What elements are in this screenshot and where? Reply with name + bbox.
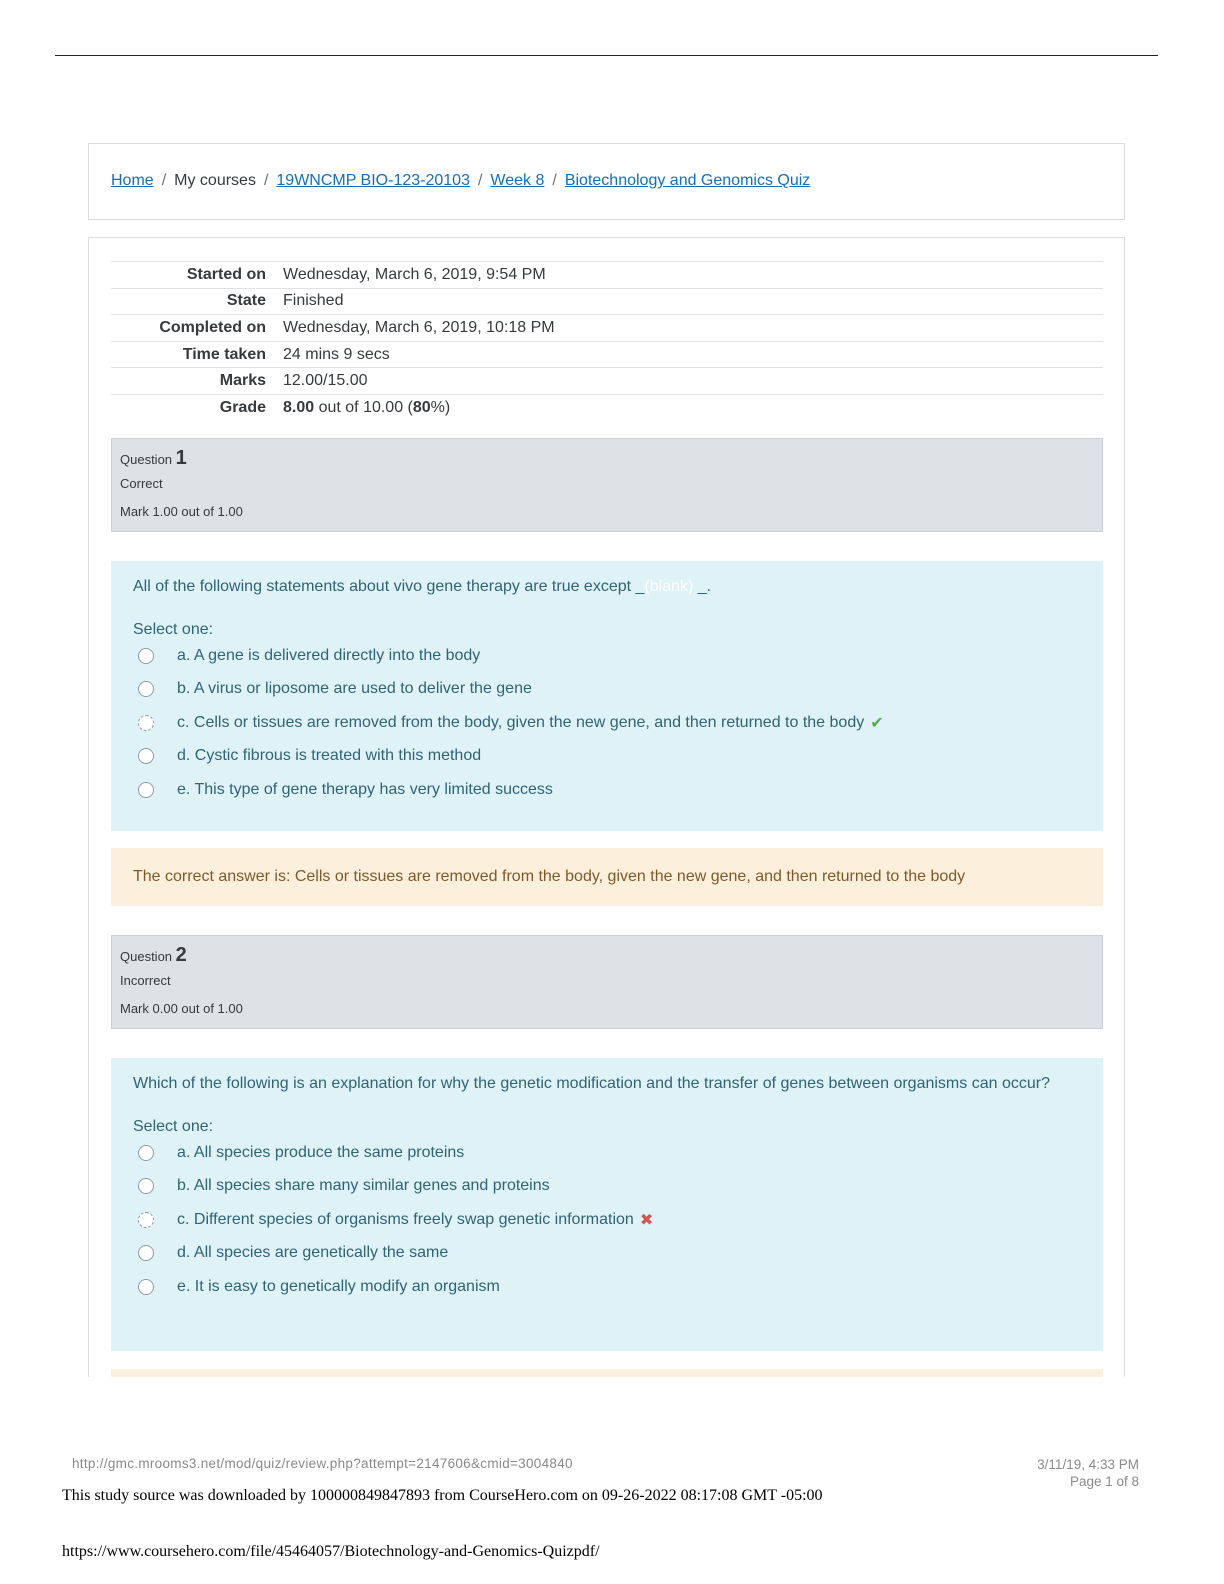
answer-option-e[interactable] bbox=[133, 1270, 1081, 1304]
answer-option-a[interactable] bbox=[133, 639, 1081, 673]
breadcrumb-separator: / bbox=[552, 172, 557, 189]
summary-row-state bbox=[111, 288, 1103, 315]
answer-option-c[interactable] bbox=[133, 706, 1081, 740]
answer-label: c. Cells or tissues are removed from the body, given the new gene, and then returned to the body bbox=[177, 713, 865, 731]
select-one-prompt: Select one: bbox=[133, 1118, 214, 1135]
radio-button[interactable] bbox=[138, 648, 154, 664]
breadcrumb-course-link[interactable]: 19WNCMP BIO-123-20103 bbox=[276, 172, 470, 189]
breadcrumb-home-link[interactable]: Home bbox=[111, 172, 154, 189]
print-footer-datetime: 3/11/19, 4:33 PM bbox=[1037, 1457, 1139, 1472]
question-label: Question bbox=[120, 949, 173, 964]
quiz-review-panel bbox=[88, 237, 1125, 1377]
summary-label: Time taken bbox=[182, 345, 266, 363]
radio-button[interactable] bbox=[138, 681, 154, 697]
summary-value: Wednesday, March 6, 2019, 10:18 PM bbox=[283, 318, 555, 336]
question-number-value: 1 bbox=[175, 447, 187, 469]
question-label: Question bbox=[120, 452, 173, 467]
summary-label: Marks bbox=[219, 372, 266, 390]
summary-value: Wednesday, March 6, 2019, 9:54 PM bbox=[283, 265, 546, 283]
check-icon: ✔ bbox=[870, 714, 884, 732]
answer-option-b[interactable] bbox=[133, 673, 1081, 707]
summary-row-started bbox=[111, 261, 1103, 288]
summary-value: 24 mins 9 secs bbox=[283, 345, 390, 363]
question-mark: Mark 0.00 out of 1.00 bbox=[120, 1001, 243, 1016]
radio-button[interactable] bbox=[138, 1245, 154, 1261]
question-number bbox=[120, 447, 1094, 470]
breadcrumb-separator: / bbox=[477, 172, 483, 189]
question-text-before: All of the following statements about vivo gene therapy are true except _ bbox=[133, 578, 645, 595]
answer-label: c. Different species of organisms freely swap genetic information bbox=[177, 1210, 634, 1228]
radio-button[interactable] bbox=[138, 1178, 154, 1194]
breadcrumb-quiz-link[interactable]: Biotechnology and Genomics Quiz bbox=[564, 172, 811, 189]
attempt-summary-table bbox=[111, 261, 1103, 421]
question-2-info bbox=[111, 935, 1103, 1029]
question-1-info bbox=[111, 438, 1103, 532]
question-1-formulation bbox=[111, 561, 1103, 831]
answer-option-b[interactable] bbox=[133, 1170, 1081, 1204]
answer-label: d. Cystic fibrous is treated with this method bbox=[177, 747, 482, 765]
print-footer-page: Page 1 of 8 bbox=[1069, 1474, 1139, 1489]
radio-button-selected[interactable] bbox=[138, 715, 154, 731]
answer-label: b. A virus or liposome are used to deliver the gene bbox=[177, 680, 532, 698]
question-blank: (blank) bbox=[644, 578, 694, 595]
summary-row-marks bbox=[111, 367, 1103, 394]
summary-label: Grade bbox=[219, 398, 266, 416]
question-mark: Mark 1.00 out of 1.00 bbox=[120, 504, 243, 519]
top-rule bbox=[55, 55, 1158, 56]
radio-button[interactable] bbox=[138, 1279, 154, 1295]
cross-icon: ✖ bbox=[639, 1211, 654, 1229]
answer-option-e[interactable] bbox=[133, 773, 1081, 807]
breadcrumb-bar bbox=[88, 143, 1125, 220]
answer-option-d[interactable] bbox=[133, 1237, 1081, 1271]
breadcrumb-separator: / bbox=[161, 172, 167, 189]
question-number bbox=[120, 944, 1094, 967]
answer-option-c[interactable] bbox=[133, 1203, 1081, 1237]
answer-label: a. All species produce the same proteins bbox=[177, 1143, 465, 1161]
grade-suffix: %) bbox=[430, 398, 451, 416]
select-one-prompt: Select one: bbox=[133, 621, 214, 638]
answer-label: b. All species share many similar genes and proteins bbox=[177, 1177, 550, 1195]
summary-value: 12.00/15.00 bbox=[283, 372, 368, 390]
summary-row-completed bbox=[111, 314, 1103, 341]
breadcrumb-my-courses: My courses bbox=[174, 172, 256, 189]
breadcrumb-separator: / bbox=[263, 172, 269, 189]
summary-value bbox=[266, 399, 450, 417]
question-2-feedback-cut bbox=[111, 1369, 1103, 1377]
question-text bbox=[133, 575, 1081, 599]
question-number-value: 2 bbox=[175, 944, 187, 966]
print-footer-url: http://gmc.mrooms3.net/mod/quiz/review.php?attempt=2147606&cmid=3004840 bbox=[72, 1456, 573, 1471]
summary-label: Completed on bbox=[159, 318, 266, 336]
question-state: Incorrect bbox=[120, 973, 171, 988]
answer-option-a[interactable] bbox=[133, 1136, 1081, 1170]
summary-value: Finished bbox=[283, 292, 344, 310]
question-text: Which of the following is an explanation for why the genetic modification and the transfer of genes between organisms can occur? bbox=[133, 1075, 1050, 1092]
question-1-feedback bbox=[111, 848, 1103, 906]
answer-label: e. It is easy to genetically modify an organism bbox=[177, 1277, 500, 1295]
source-url: https://www.coursehero.com/file/45464057/Biotechnology-and-Genomics-Quizpdf/ bbox=[62, 1543, 600, 1560]
answer-label: e. This type of gene therapy has very limited success bbox=[177, 780, 553, 798]
grade-out-of: out of 10.00 ( bbox=[314, 398, 413, 416]
answer-option-d[interactable] bbox=[133, 740, 1081, 774]
summary-label: State bbox=[226, 292, 266, 310]
question-text-after: _. bbox=[693, 578, 712, 595]
radio-button[interactable] bbox=[138, 1145, 154, 1161]
source-note: This study source was downloaded by 100000849847893 from CourseHero.com on 09-26-2022 08:17:08 GMT -05:00 bbox=[62, 1487, 823, 1504]
summary-row-time-taken bbox=[111, 341, 1103, 368]
breadcrumb-week-link[interactable]: Week 8 bbox=[490, 172, 545, 189]
correct-answer-text: The correct answer is: Cells or tissues are removed from the body, given the new gene, and then returned to the body bbox=[133, 868, 966, 885]
question-2-formulation bbox=[111, 1058, 1103, 1351]
breadcrumb bbox=[111, 172, 810, 190]
grade-score: 8.00 bbox=[283, 398, 315, 416]
answer-options bbox=[133, 639, 1081, 807]
summary-label: Started on bbox=[186, 265, 266, 283]
radio-button[interactable] bbox=[138, 748, 154, 764]
print-footer-meta bbox=[1037, 1456, 1139, 1490]
grade-percent: 80 bbox=[412, 398, 431, 416]
answer-label: a. A gene is delivered directly into the body bbox=[177, 646, 481, 664]
answer-label: d. All species are genetically the same bbox=[177, 1244, 449, 1262]
radio-button-selected[interactable] bbox=[138, 1212, 154, 1228]
radio-button[interactable] bbox=[138, 782, 154, 798]
answer-options bbox=[133, 1136, 1081, 1304]
question-state: Correct bbox=[120, 476, 163, 491]
summary-row-grade bbox=[111, 394, 1103, 421]
